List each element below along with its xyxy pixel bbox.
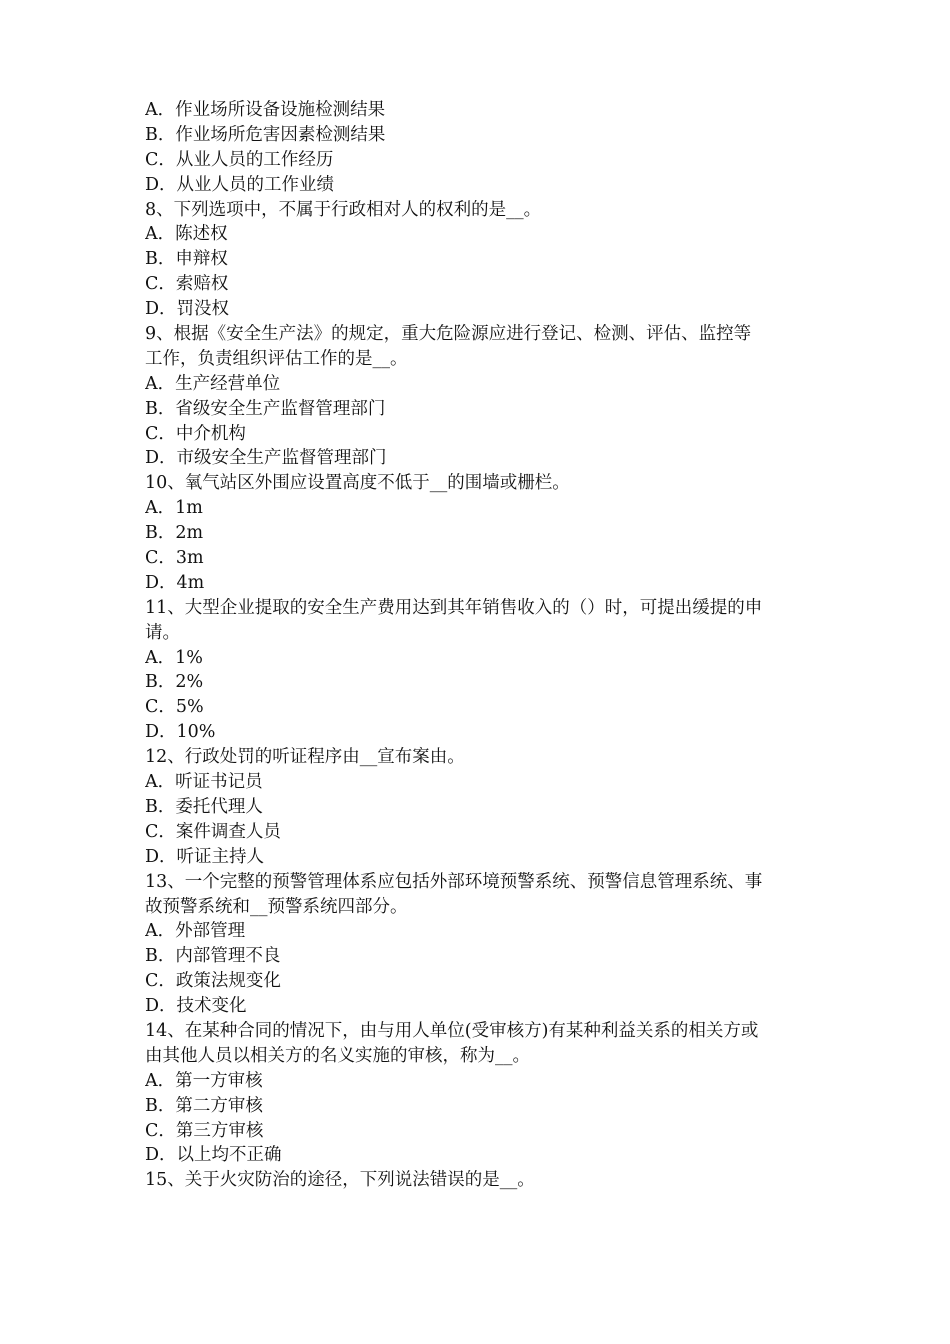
option-line: B．内部管理不良 (145, 946, 281, 967)
option-line: B．委托代理人 (145, 796, 263, 817)
option-line: D．技术变化 (145, 996, 247, 1017)
question-line: 由其他人员以相关方的名义实施的审核，称为__。 (145, 1045, 530, 1066)
option-line: A．陈述权 (145, 224, 228, 245)
option-line: D．市级安全生产监督管理部门 (145, 448, 387, 469)
option-line: B．作业场所危害因素检测结果 (145, 124, 386, 145)
option-line: D．以上均不正确 (145, 1145, 282, 1166)
question-line: 11、大型企业提取的安全生产费用达到其年销售收入的（）时，可提出缓提的申 (145, 597, 763, 618)
question-line: 9、根据《安全生产法》的规定，重大危险源应进行登记、检测、评估、监控等 (145, 324, 752, 345)
option-line: C．政策法规变化 (145, 971, 281, 992)
option-line: B．2% (145, 672, 204, 693)
option-line: D．4m (145, 572, 205, 593)
option-line: D．罚没权 (145, 299, 230, 320)
option-line: A．1% (145, 647, 203, 668)
option-line: A．第一方审核 (145, 1070, 263, 1091)
question-line: 14、在某种合同的情况下，由与用人单位(受审核方)有某种利益关系的相关方或 (145, 1020, 759, 1041)
option-line: C．第三方审核 (145, 1120, 264, 1141)
question-line: 请。 (145, 622, 180, 643)
option-line: D．10% (145, 722, 216, 743)
option-line: C．中介机构 (145, 423, 246, 444)
option-line: A．生产经营单位 (145, 373, 281, 394)
question-line: 10、氧气站区外围应设置高度不低于__的围墙或栅栏。 (145, 473, 570, 494)
option-line: C．索赔权 (145, 274, 229, 295)
question-line: 故预警系统和__预警系统四部分。 (145, 896, 408, 917)
option-line: A．外部管理 (145, 921, 246, 942)
option-line: A．听证书记员 (145, 772, 263, 793)
question-line: 15、关于火灾防治的途径，下列说法错误的是__。 (145, 1170, 535, 1191)
question-line: 8、下列选项中，不属于行政相对人的权利的是__。 (145, 199, 542, 220)
option-line: B．第二方审核 (145, 1095, 263, 1116)
option-line: D．从业人员的工作业绩 (145, 174, 335, 195)
option-line: D．听证主持人 (145, 846, 265, 867)
option-line: B．2m (145, 523, 204, 544)
document-page (145, 98, 815, 1193)
option-line: A．作业场所设备设施检测结果 (145, 100, 386, 120)
question-line: 12、行政处罚的听证程序由__宣布案由。 (145, 747, 465, 768)
question-line: 工作，负责组织评估工作的是__。 (145, 348, 408, 369)
option-line: C．5% (145, 697, 204, 718)
option-line: A．1m (145, 498, 203, 519)
option-line: C．从业人员的工作经历 (145, 149, 334, 170)
option-line: B．申辩权 (145, 249, 228, 270)
option-line: B．省级安全生产监督管理部门 (145, 398, 386, 419)
option-line: C．案件调查人员 (145, 821, 281, 842)
question-line: 13、一个完整的预警管理体系应包括外部环境预警系统、预警信息管理系统、事 (145, 871, 763, 892)
option-line: C．3m (145, 548, 204, 569)
